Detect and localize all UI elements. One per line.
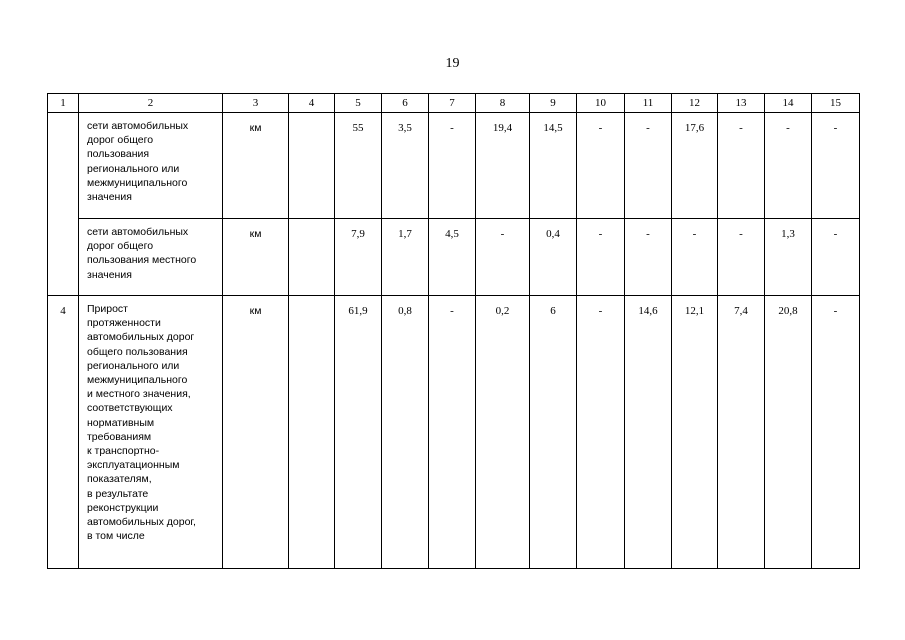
description-line: автомобильных дорог, xyxy=(87,516,196,529)
row-number-cell: 4 xyxy=(48,296,79,569)
header-row xyxy=(48,94,860,113)
description-line: дорог общего xyxy=(87,240,154,253)
unit-cell: км xyxy=(223,219,289,296)
value-cell: - xyxy=(812,296,860,569)
table-row xyxy=(48,296,860,569)
description-line: дорог общего xyxy=(87,134,154,147)
row-description xyxy=(79,296,223,569)
header-cell: 12 xyxy=(672,94,718,113)
value-cell: - xyxy=(718,219,765,296)
value-cell: 55 xyxy=(335,113,382,219)
header-cell: 11 xyxy=(625,94,672,113)
header-cell: 15 xyxy=(812,94,860,113)
header-cell: 1 xyxy=(48,94,79,113)
value-cell: 6 xyxy=(530,296,577,569)
value-cell: - xyxy=(765,113,812,219)
value-cell: 19,4 xyxy=(476,113,530,219)
description-line: сети автомобильных xyxy=(87,226,189,238)
value-cell: - xyxy=(429,113,476,219)
description-line: межмуниципального xyxy=(87,176,188,189)
value-cell: - xyxy=(718,113,765,219)
value-cell: 1,3 xyxy=(765,219,812,296)
description-line: протяженности xyxy=(87,317,161,330)
value-cell: 3,5 xyxy=(382,113,429,219)
value-cell: 14,6 xyxy=(625,296,672,569)
value-cell: 12,1 xyxy=(672,296,718,569)
value-cell: - xyxy=(672,219,718,296)
row-description xyxy=(79,219,223,296)
description-line: пользования местного xyxy=(87,254,197,267)
description-line: в том числе xyxy=(87,530,145,543)
value-cell: - xyxy=(476,219,530,296)
description-line: сети автомобильных xyxy=(87,120,189,132)
description-line: показателям, xyxy=(87,473,152,486)
value-cell: - xyxy=(429,296,476,569)
value-cell: 0,8 xyxy=(382,296,429,569)
value-cell: - xyxy=(577,296,625,569)
header-cell: 2 xyxy=(79,94,223,113)
description-line: значения xyxy=(87,268,132,281)
description-line: нормативным xyxy=(87,416,155,429)
value-cell: - xyxy=(625,113,672,219)
description-line: реконструкции xyxy=(87,501,159,514)
description-line: пользования xyxy=(87,148,150,161)
row-number-cell xyxy=(48,219,79,296)
unit-cell: км xyxy=(223,296,289,569)
header-cell: 13 xyxy=(718,94,765,113)
value-cell: 1,7 xyxy=(382,219,429,296)
value-cell: - xyxy=(577,113,625,219)
unit-cell: км xyxy=(223,113,289,219)
value-cell: 7,9 xyxy=(335,219,382,296)
description-line: регионального или xyxy=(87,162,180,175)
description-line: соответствующих xyxy=(87,402,173,415)
data-table xyxy=(47,93,860,569)
value-cell: 61,9 xyxy=(335,296,382,569)
value-cell: - xyxy=(577,219,625,296)
header-cell: 8 xyxy=(476,94,530,113)
header-cell: 5 xyxy=(335,94,382,113)
description-line: значения xyxy=(87,191,132,204)
header-cell: 3 xyxy=(223,94,289,113)
description-line: общего пользования xyxy=(87,345,188,358)
value-cell: 7,4 xyxy=(718,296,765,569)
description-line: и местного значения, xyxy=(87,388,191,401)
row-number-cell xyxy=(48,113,79,219)
description-line: эксплуатационным xyxy=(87,459,180,472)
header-cell: 6 xyxy=(382,94,429,113)
description-line: требованиям xyxy=(87,430,152,443)
page-number: 19 xyxy=(445,56,460,71)
value-cell: 0,2 xyxy=(476,296,530,569)
table-row xyxy=(48,219,860,296)
description-line: автомобильных дорог xyxy=(87,331,195,344)
description-line: в результате xyxy=(87,487,149,500)
value-cell: 20,8 xyxy=(765,296,812,569)
description-line: регионального или xyxy=(87,359,180,372)
value-cell xyxy=(289,296,335,569)
header-cell: 10 xyxy=(577,94,625,113)
header-cell: 14 xyxy=(765,94,812,113)
value-cell: 17,6 xyxy=(672,113,718,219)
value-cell: 14,5 xyxy=(530,113,577,219)
row-description xyxy=(79,113,223,219)
value-cell: 0,4 xyxy=(530,219,577,296)
table-row xyxy=(48,113,860,219)
value-cell: - xyxy=(625,219,672,296)
value-cell xyxy=(289,113,335,219)
value-cell: - xyxy=(812,219,860,296)
value-cell xyxy=(289,219,335,296)
description-line: к транспортно- xyxy=(87,445,160,458)
value-cell: - xyxy=(812,113,860,219)
description-line: Прирост xyxy=(87,303,128,315)
header-cell: 9 xyxy=(530,94,577,113)
header-cell: 7 xyxy=(429,94,476,113)
description-line: межмуниципального xyxy=(87,374,188,387)
value-cell: 4,5 xyxy=(429,219,476,296)
header-cell: 4 xyxy=(289,94,335,113)
